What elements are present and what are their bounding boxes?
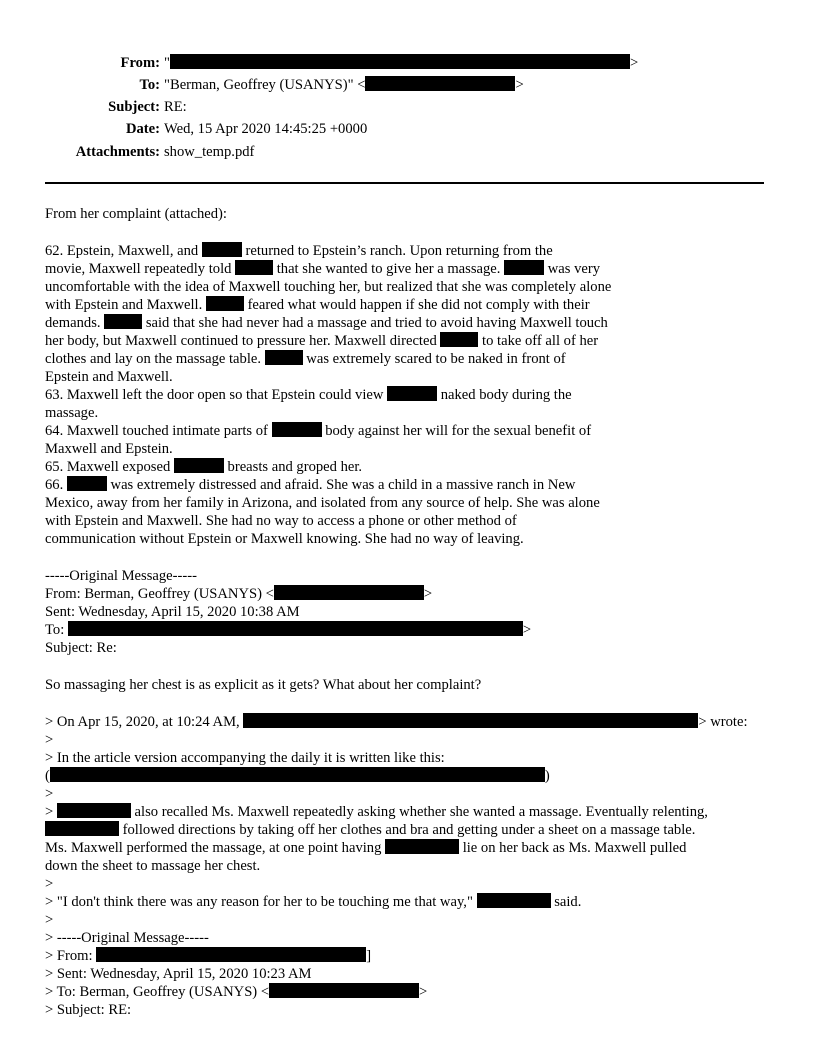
redaction — [265, 350, 303, 365]
redaction — [269, 983, 419, 998]
redaction — [274, 585, 424, 600]
header-divider — [45, 182, 764, 184]
redaction — [50, 767, 545, 782]
message-text: So massaging her chest is as explicit as it gets? What about her complaint? — [45, 677, 482, 693]
quoted-quote-line: > "I don't think there was any reason for her to be touching me that way," said. — [45, 894, 582, 910]
to-label: To: — [139, 77, 160, 93]
header-to: To: "Berman, Geoffrey (USANYS)" < > — [0, 74, 816, 96]
redaction — [385, 839, 459, 854]
original-from: From: Berman, Geoffrey (USANYS) < > — [45, 586, 433, 602]
quoted-on-line: > On Apr 15, 2020, at 10:24 AM, > wrote: — [45, 714, 748, 730]
redaction — [96, 947, 366, 962]
subject-value: RE: — [164, 99, 187, 115]
to-value: "Berman, Geoffrey (USANYS)" < — [164, 77, 366, 93]
redaction — [272, 422, 322, 437]
header-attachments — [0, 141, 816, 163]
attachments-label: Attachments: — [75, 144, 160, 160]
paragraph-62: 62. Epstein, Maxwell, and returned to Epstein’s ranch. Upon returning from the — [45, 243, 553, 259]
redaction — [504, 260, 544, 275]
paragraph-66: 66. was extremely distressed and afraid. She was a child in a massive ranch in New — [45, 477, 576, 493]
quoted-original-divider: > -----Original Message----- — [45, 930, 209, 946]
attachments-link[interactable]: show_temp.pdf — [164, 144, 255, 160]
header-subject — [0, 96, 816, 118]
redaction — [440, 332, 478, 347]
quoted-to: > To: Berman, Geoffrey (USANYS) < > — [45, 984, 428, 1000]
date-label: Date: — [125, 121, 160, 137]
redaction — [235, 260, 273, 275]
original-to: To: > — [45, 622, 532, 638]
quoted-from: > From: ] — [45, 948, 372, 964]
redaction — [206, 296, 244, 311]
redaction — [202, 242, 242, 257]
redaction — [477, 893, 551, 908]
paragraph-63: 63. Maxwell left the door open so that Epstein could view naked body during the — [45, 387, 572, 403]
redaction — [104, 314, 142, 329]
paragraph-65: 65. Maxwell exposed breasts and groped her. — [45, 459, 363, 475]
redaction — [174, 458, 224, 473]
redaction — [170, 54, 630, 69]
redaction — [57, 803, 131, 818]
redaction — [387, 386, 437, 401]
header-from: From: " > — [0, 52, 816, 74]
redaction — [365, 76, 515, 91]
date-value: Wed, 15 Apr 2020 14:45:25 +0000 — [164, 121, 368, 137]
quoted-article-text: > also recalled Ms. Maxwell repeatedly asking whether she wanted a massage. Eventually relenting, — [45, 804, 708, 820]
redaction — [68, 621, 523, 636]
quoted-sent: > Sent: Wednesday, April 15, 2020 10:23 AM — [45, 966, 312, 982]
redaction — [243, 713, 698, 728]
original-sent: Sent: Wednesday, April 15, 2020 10:38 AM — [45, 604, 300, 620]
redaction — [67, 476, 107, 491]
original-message-divider: -----Original Message----- — [45, 568, 197, 584]
from-label: From: — [120, 55, 160, 71]
original-subject: Subject: Re: — [45, 640, 117, 656]
paragraph-64: 64. Maxwell touched intimate parts of body against her will for the sexual benefit of — [45, 423, 592, 439]
from-value: " — [164, 55, 170, 71]
quoted-link-line: ( ) — [45, 768, 550, 784]
quoted-subject: > Subject: RE: — [45, 1002, 132, 1018]
subject-label: Subject: — [108, 99, 160, 115]
intro-line: From her complaint (attached): — [45, 206, 227, 222]
redaction — [45, 821, 119, 836]
quoted-article-line: > In the article version accompanying the daily it is written like this: — [45, 750, 445, 766]
header-date — [0, 118, 816, 140]
